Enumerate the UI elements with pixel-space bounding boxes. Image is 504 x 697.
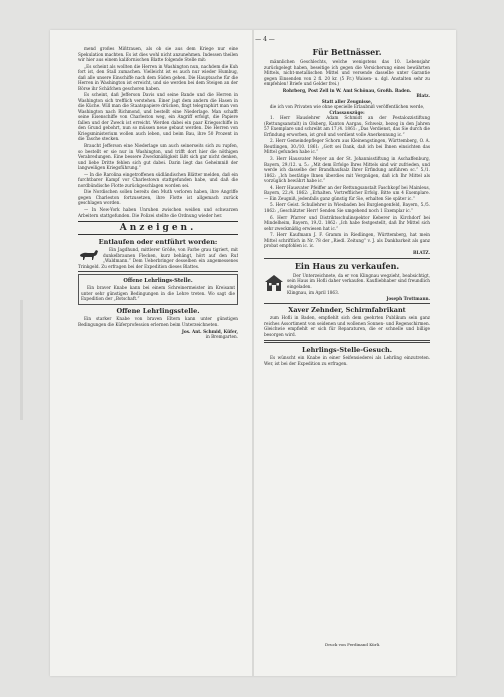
ad-place: Klingnau, im April 1863.: [287, 290, 340, 296]
ad-address: Rohrberg, Post Zell in W. Amt Schönau, Großh. Baden.: [282, 87, 412, 93]
double-divider: [264, 340, 430, 343]
testimonials-heading: Statt aller Zeugnisse,: [321, 98, 373, 104]
testimonial: 5. Herr Geist. Schullehrer in Wiesbaden bei Burglengenfeld, Bayern, 5./5. 1862: „Geschätzter Herr! Senden Sie umgehend noch 1 Exemplar ic.“: [264, 202, 430, 213]
article-paragraph: Es scheint, daß Jefferson Davis und seine Bande und die Herren in Washington sich trefflich verstehen. Einer jagt dem andern die Hasen in die Küche. Will man die Staatspapiere drücken, fingt telegraphirt man von Washington nach Richmond, und bestellt eine Niederlage. Man schafft seine Eisenschiffe von Charleston weg, ein Angriff erfolgt, die Papiere fallen und der Zweck ist erreicht. Werden dabei ein paar Kriegsschiffe in den Grund gebohrt, nun so müssen neue gebaut werden. Die Herren von Kriegsministerium wollen auch leben, und beim Bau, ihre 50 Prozent in die Tasche stecken.: [78, 92, 238, 142]
left-column: [78, 46, 238, 631]
testimonial: 2. Herr Gemeindepfleger Schorn aus Kleinengstingen, Württemberg, O. A. Reutlingen, 30./10. 1861: „Gott sei Dank, daß ich bei Ihnen einsichten das Mittel gefunden habe ic.“: [264, 138, 430, 155]
ad-title-zehnder: Xaver Zehnder, Schirmfabrikant: [288, 306, 406, 315]
testimonial: 4. Herr Hausvater Pfeiffer an der Rettungsanstalt Faschkopf bei Mainleus, Bayern, 22./4. 1862: „Erhalten. Vortrefflicher Erfolg. Bitte um 4 Exemplare. — Ein Zeugniß, jedenfalls ganz günstig für Sie, erhalten Sie später ic.“: [264, 184, 430, 201]
article-paragraph: „Es scheint als wollten die Herren in Washington nun, nachdem die Kuh fort ist, den Stall zumachen. Vielleicht ist es auch nur wieder Humbug, daß alle unsere Einschiffe nach dem Süden gehen. Die Hauptsache für die Herren in Washington ist erreicht, und sie werden bei dem Steigen an der Börse ihr Schäfchen geschoren haben.: [78, 63, 238, 91]
right-column: [264, 46, 430, 631]
divider: [264, 303, 430, 304]
ad-place: in Bremgarten.: [205, 334, 238, 339]
ads-heading: Anzeigen.: [78, 221, 238, 235]
ad-title: Offene Lehrlingsstelle.: [116, 307, 200, 316]
ad-apprentice-1: [78, 274, 238, 305]
ad-name: BLATZ.: [412, 250, 430, 255]
page-number: — 4 —: [255, 36, 275, 43]
ad-body: Ein Jagdhund, mittlerer Größe, von Farbe grau tigriert, mit dunkelbraunen Flecken, kurz behängt, hört auf den Ruf „Waldmann.“ Dem Ueberbringer desselben ein angemessenes Trinkgeld. Zu erfragen bei der Expedition dieses Blattes.: [78, 247, 238, 269]
ad-title-bettnaesser: Für Bettnässer.: [312, 47, 382, 57]
ad-body: Ein braver Knabe kann bei einem Schreinermeister im Kreisamt unter sehr günstigen Bedingungen in die Lehre treten. Wo sagt die Expedition der „Botschaft.“: [81, 285, 235, 302]
article-paragraph: mend großes Mißtrauen, als ob sie aus dem Kriege nur eine Spekulation machten. Es ist dies wohl nicht anzunehmen. Indessen theilen wir hier aus einem kalifornischen Blatte folgende Stelle mit:: [78, 46, 238, 62]
news-item: — In New-York haben Unruhen zwischen weißen und schwarzen Arbeitern stattgefunden. Die Polizei stellte die Ordnung wieder her.: [78, 207, 238, 218]
ad-signature: Jos. Ant. Schmid, Küfer,: [181, 328, 238, 334]
divider: [78, 271, 238, 272]
testimonials-intro: die ich von Privaten wie ohne specielle Erlaubniß veröffentlichen werde,: [269, 104, 425, 110]
ad-body: männlichen Geschlechts, welche wenigstens das 10. Lebensjahr zurückgelegt haben, beseitige ich gegen die Versicherung eines bewährten Mittels, nicht-metallischen Mittel und versende dasselbe unter Garantie gegen Einsenden von 2 fl. 20 kr. (5 Fr.) Waisen- u. dgl. Anstalten sehr zu empfehlen! Briefe und Gelder frei.): [264, 59, 430, 86]
newspaper-page: [50, 30, 456, 676]
testimonial: 1. Herr Hauslehrer Adam Schmidt an der Pestalozzistiftung (Rettungsanstalt) in Olsberg, Kanton Aargau, Schweiz, bezog in den Jahren 57 Exemplare und schreibt am 17./4. 1861: „Das Verdienst, das Sie durch die Erfindung erworben, ist groß und verdient volle Anerkennung ic.“: [264, 115, 430, 137]
testimonial: 7. Herr Kaufmann J. F. Gramm in Riedlingen, Württemberg, hat mein Mittel schriftlich in Nr. 78 der „Riedl. Zeitung“ v. J. als Dankbarkeit als ganz probat empfohlen ic. ic.: [264, 232, 430, 249]
testimonials-subheading: Crlassauszüge:: [329, 109, 365, 115]
ad-title-house-sale: Ein Haus zu verkaufen.: [294, 260, 400, 271]
ad-title-lost-dog: Entlaufen oder entführt worden:: [98, 238, 218, 247]
ad-body: Es wünscht ein Knabe in einer Seifensiederei als Lehrling einzutreten. Wer, ist bei der Expedition zu erfragen.: [264, 355, 430, 366]
ad-body: Der Unterzeichnete, da er von Klingnau wegzieht, beabsichtigt, sein Haus im Hofli daher verkaufen. Kaufliebhaber sind freundlich eingeladen.: [287, 272, 430, 289]
ad-title: Offene Lehrlings-Stelle.: [123, 277, 193, 284]
ad-signature: Joseph Trottmann.: [386, 295, 430, 301]
article-paragraph: Braucht Jefferson eine Niederlage um auch seinerseits sich zu rupfen, so bestellt er sie nur in Washington, und trifft dort hier die nöthigen Verabredungen. Eine bessere Zweckmäßigkeit läßt sich gar nicht denken, und liebe Dritte fehlen sich gut dabei. Darin liegt das Geheimniß der langweiligen Kriegsführung.“: [78, 143, 238, 171]
house-icon: [264, 274, 284, 292]
ad-title-apprentice-search: Lehrlings-Stelle-Gesuch.: [301, 346, 393, 355]
testimonial: 6. Herr Pfarrer und Distriktsschulinspektor Keberer in Kirchdorf bei Mindelheim, Bayern, 19./2. 1862: „Ich habe festgestellt, daß Ihr Mittel sich sehr zweckmäßig erwiesen hat ic.“: [264, 214, 430, 231]
dog-icon: [78, 248, 100, 261]
ad-name: Blatz.: [416, 93, 430, 99]
testimonial: 3. Herr Hausvater Meyer an der St. Johannisstiftung in Aschaffenburg, Bayern, 29./12. u. 5.: „Mit dem Erfolge Ihres Mittels sind wir zufrieden, und werde ich dasselbe der Brandhaufsalz Ihrer Erfindung anführen sc.“ 5./1. 1862: „Ich bestätige Ihnen überdies mit Vergnügen, daß ich Ihr Mittel als vorzüglich bewährt habe ic.“: [264, 156, 430, 184]
divider: [264, 258, 430, 259]
ad-body: Ein starker Knabe von braven Eltern kann unter günstigen Bedingungen die Küferprofession erlernen beim Unterzeichneten.: [78, 316, 238, 327]
printer-imprint: Druck von Ferdinand Kürli.: [325, 642, 381, 647]
news-item: — In die Rarolina eingetroffenen südländischen Blätter melden, daß ein furchtbarer Kampf vor Charlestown stattgefunden habe, und daß die nordbündische Flotte zurückgeschlagen worden sei.: [78, 171, 238, 188]
ad-body: zum Hofli in Baden, empfiehlt sich dem geehrten Publikum sein ganz reiches Assortiment von seidenen und wollenen Sonnen- und Regenschirmen. Gleichwie empfiehlt er sich für Reparaturen, die er schnelle und billige besorgen wird.: [264, 315, 430, 337]
ad-house-sale: [264, 273, 430, 290]
news-item: Die Nordischen sollen bereits den Muth verloren haben, ihre Angriffe gegen Charleston fortzusetzen, ihre Flotte ist allgemach zurück geschlagen worden.: [78, 189, 238, 206]
ad-lost-dog: [78, 247, 238, 269]
fold-crease: [252, 30, 254, 676]
